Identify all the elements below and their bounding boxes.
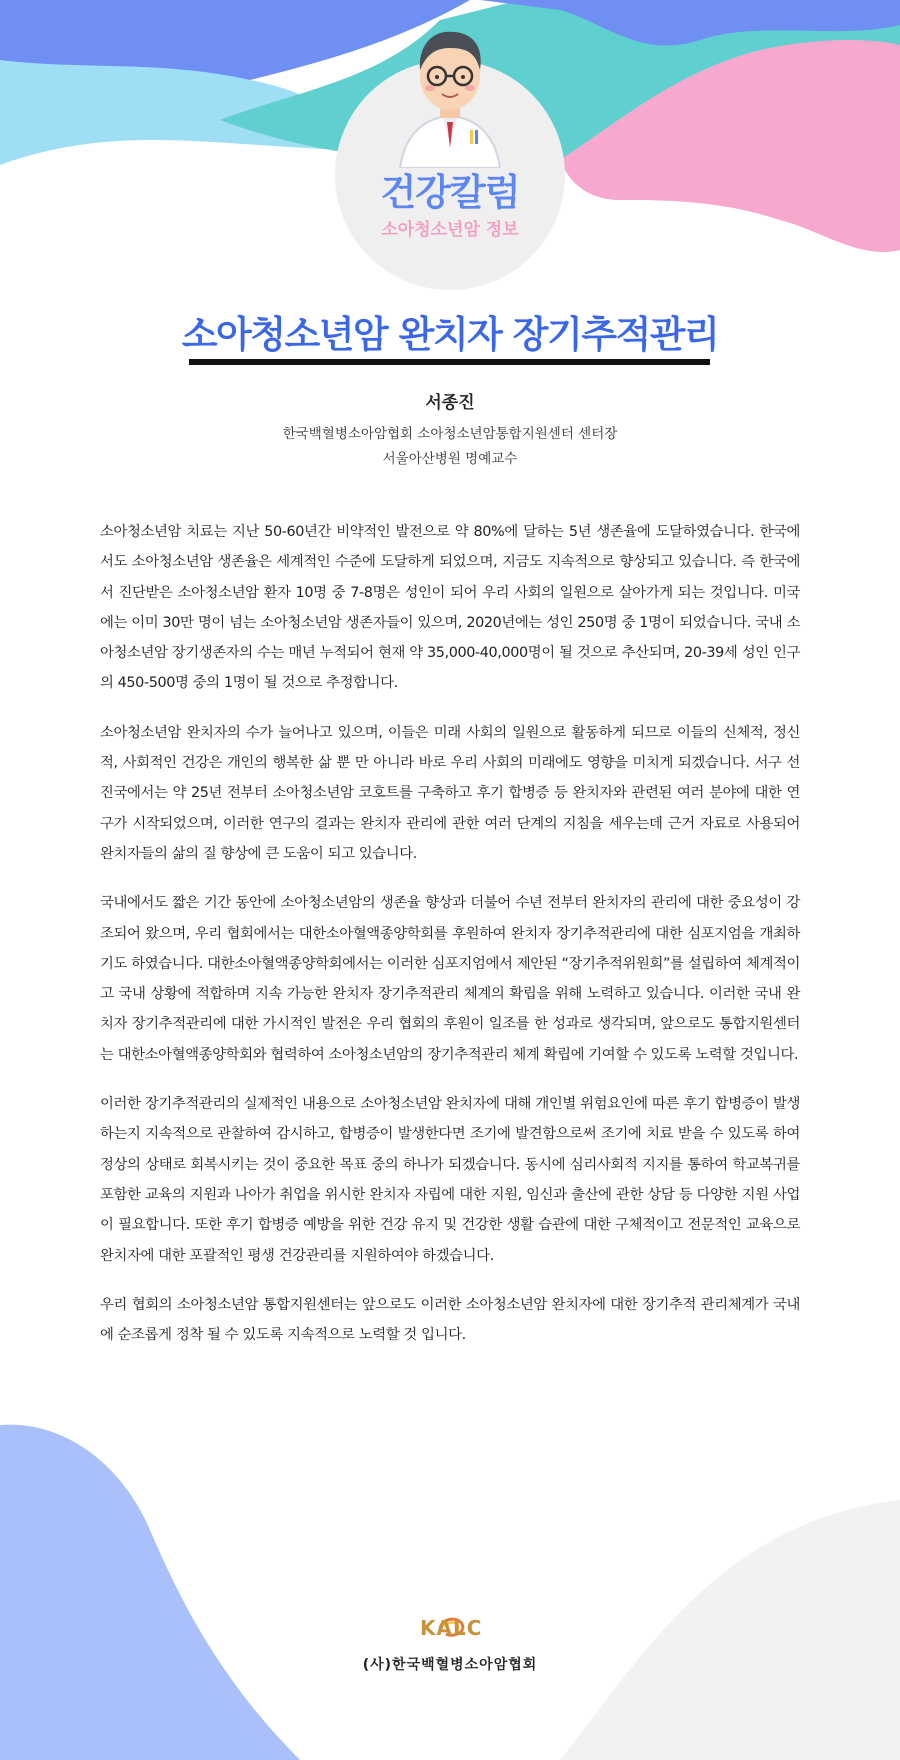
paragraph-4: 이러한 장기추적관리의 실제적인 내용으로 소아청소년암 완치자에 대해 개인별 위험요인에 따른 후기 합병증이 발생하는지 지속적으로 관찰하여 감시하고, 합병증이 발생한다면 조기에 발견함으로써 조기에 치료 받을 수 있도록 하여 정상의 상태로 회복시키는 것이 중요한 목표 중의 하나가 되겠습니다. 동시에 심리사회적 지지를 통하여 학교복귀를 포함한 교육의 지원과 나아가 취업을 위시한 완치자 자립에 대한 지원, 임신과 출산에 관한 상담 등 다양한 지원 사업이 필요합니다. 또한 후기 합병증 예방을 위한 건강 유지 및 건강한 생활 습관에 대한 구체적이고 전문적인 교육으로 완치자에 대한 포괄적인 평생 건강관리를 지원하여야 하겠습니다. [100,1096,800,1264]
organization-name: (사)한국백혈병소아암협회 [362,1657,538,1673]
badge-title: 건강칼럼 [380,171,520,214]
bottom-left-blue-blob [0,1425,300,1760]
author-role-line-1: 한국백혈병소아암협회 소아청소년암통합지원센터 센터장 [282,426,618,442]
paragraph-1: 소아청소년암 치료는 지난 50-60년간 비약적인 발전으로 약 80%에 달하는 5년 생존율에 도달하였습니다. 한국에서도 소아청소년암 생존율은 세계적인 수준에 도달하게 되었으며, 지금도 지속적으로 향상되고 있습니다. 즉 한국에서 진단받은 소아청소년암 환자 10명 중 7-8명은 성인이 되어 우리 사회의 일원으로 살아가게 되는 것입니다. 미국에는 이미 30만 명이 넘는 소아청소년암 생존자들이 있으며, 2020년에는 성인 250명 중 1명이 되었습니다. 국내 소아청소년암 장기생존자의 수는 매년 누적되어 현재 약 35,000-40,000명이 될 것으로 추산되며, 20-39세 성인 인구의 450-500명 중의 1명이 될 것으로 추정합니다. [100,524,800,692]
paragraph-2: 소아청소년암 완치자의 수가 늘어나고 있으며, 이들은 미래 사회의 일원으로 활동하게 되므로 이들의 신체적, 정신적, 사회적인 건강은 개인의 행복한 삶 뿐 만 아니라 바로 우리 사회의 미래에도 영향을 미치게 되겠습니다. 서구 선진국에서는 약 25년 전부터 소아청소년암 코호트를 구축하고 후기 합병증 등 완치자와 관련된 여러 분야에 대한 연구가 시작되었으며, 이러한 연구의 결과는 완치자 관리에 관한 여러 단계의 지침을 세우는데 근거 자료로 사용되어 완치자들의 삶의 질 향상에 큰 도움이 되고 있습니다. [100,724,800,862]
article-body [100,517,800,1369]
author-role-line-2: 서울아산병원 명예교수 [382,451,518,467]
paragraph-5: 우리 협회의 소아청소년암 통합지원센터는 앞으로도 이러한 소아청소년암 완치자에 대한 장기추적 관리체계가 국내에 순조롭게 정착 될 수 있도록 지속적으로 노력할 것 입니다. [100,1296,800,1344]
logo-text: KALC [420,1616,483,1640]
author-name: 서종진 [425,393,475,413]
paragraph-3: 국내에서도 짧은 기간 동안에 소아청소년암의 생존율 향상과 더불어 수년 전부터 완치자의 관리에 대한 중요성이 강조되어 왔으며, 우리 협회에서는 대한소아혈액종양학회를 후원하여 완치자 장기추적관리에 대한 심포지엄을 개최하기도 하였습니다. 대한소아혈액종양학회에서는 이러한 심포지엄에서 제안된 “장기추적위원회”를 설립하여 체계적이고 국내 상황에 적합하며 지속 가능한 완치자 장기추적관리 체계의 확립을 위해 노력하고 있습니다. 이러한 국내 완치자 장기추적관리에 대한 가시적인 발전은 우리 협회의 후원이 일조를 한 성과로 생각되며, 앞으로도 통합지원센터는 대한소아혈액종양학회와 협력하여 소아청소년암의 장기추적관리 체계 확립에 기여할 수 있도록 노력할 것입니다. [100,895,800,1063]
badge-subtitle: 소아청소년암 정보 [381,220,519,240]
article-title: 소아청소년암 완치자 장기추적관리 [181,313,719,356]
bottom-right-gray-blob [560,1500,900,1760]
doctor-avatar-icon [380,18,520,168]
author-affiliation [160,422,740,472]
title-underline [189,359,710,365]
